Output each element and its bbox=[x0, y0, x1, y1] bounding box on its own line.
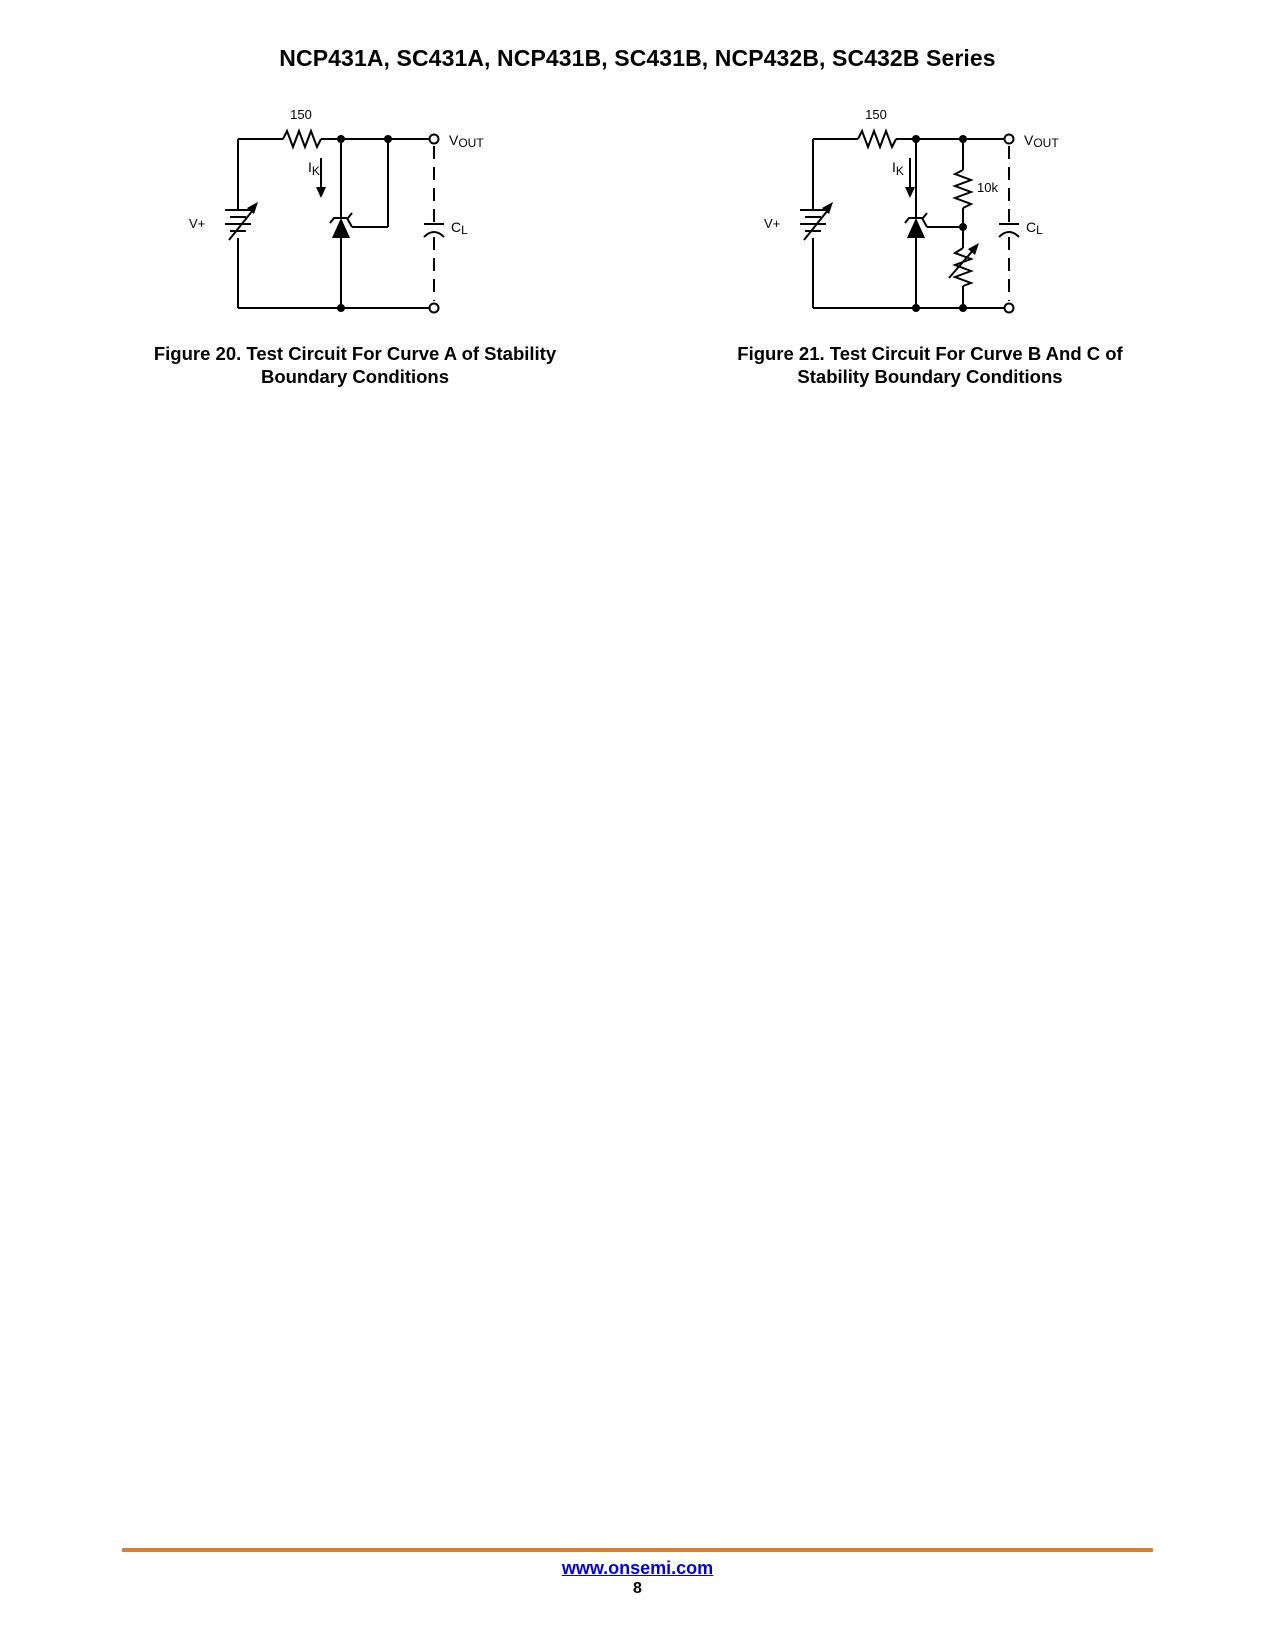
junction-dot bbox=[337, 304, 345, 312]
figure-caption bbox=[650, 342, 1210, 388]
output-label: VOUT bbox=[1024, 132, 1059, 150]
resistor-label: 150 bbox=[865, 107, 887, 122]
footer-divider bbox=[122, 1548, 1153, 1552]
ground-terminal bbox=[1005, 304, 1014, 313]
figure-20 bbox=[75, 100, 635, 400]
divider-resistor-label: 10k bbox=[977, 180, 998, 195]
capacitor-icon bbox=[999, 224, 1019, 237]
caption-line: Stability Boundary Conditions bbox=[797, 366, 1063, 387]
caption-line: Boundary Conditions bbox=[260, 366, 450, 387]
junction-dot bbox=[959, 304, 967, 312]
resistor-150 bbox=[858, 131, 896, 147]
variable-supply-arrowhead bbox=[247, 202, 258, 214]
capacitor-label: CL bbox=[1026, 219, 1043, 237]
current-label: IK bbox=[308, 159, 320, 178]
caption-line: Figure 21. Test Circuit For Curve B And C of bbox=[737, 343, 1123, 364]
current-arrowhead bbox=[316, 187, 326, 198]
footer-link-container bbox=[0, 1558, 1275, 1579]
output-label: VOUT bbox=[449, 132, 484, 150]
page-number: 8 bbox=[633, 1580, 642, 1597]
junction-dot bbox=[337, 135, 345, 143]
junction-dot bbox=[384, 135, 392, 143]
current-arrowhead bbox=[905, 187, 915, 198]
variable-supply-arrowhead bbox=[822, 202, 833, 214]
website-link[interactable]: www.onsemi.com bbox=[561, 1558, 714, 1578]
output-terminal bbox=[1005, 135, 1014, 144]
caption-line: Figure 20. Test Circuit For Curve A of Stability bbox=[153, 343, 557, 364]
supply-label: V+ bbox=[189, 216, 206, 231]
junction-dot bbox=[959, 135, 967, 143]
variable-supply-icon bbox=[800, 210, 828, 240]
junction-dot bbox=[912, 304, 920, 312]
current-label: IK bbox=[892, 159, 904, 178]
page-title: NCP431A, SC431A, NCP431B, SC431B, NCP432B, SC432B Series bbox=[279, 45, 996, 71]
resistor-10k bbox=[955, 170, 971, 208]
supply-label: V+ bbox=[764, 216, 781, 231]
ground-terminal bbox=[430, 304, 439, 313]
resistor-150 bbox=[283, 131, 321, 147]
circuit-diagram-figure-20 bbox=[75, 100, 635, 340]
figure-caption bbox=[75, 342, 635, 388]
figure-21 bbox=[650, 100, 1210, 400]
junction-dot bbox=[959, 223, 967, 231]
variable-supply-icon bbox=[225, 210, 253, 240]
capacitor-icon bbox=[424, 224, 444, 237]
resistor-label: 150 bbox=[290, 107, 312, 122]
circuit-diagram-figure-21 bbox=[650, 100, 1210, 340]
output-terminal bbox=[430, 135, 439, 144]
junction-dot bbox=[912, 135, 920, 143]
capacitor-label: CL bbox=[451, 219, 468, 237]
